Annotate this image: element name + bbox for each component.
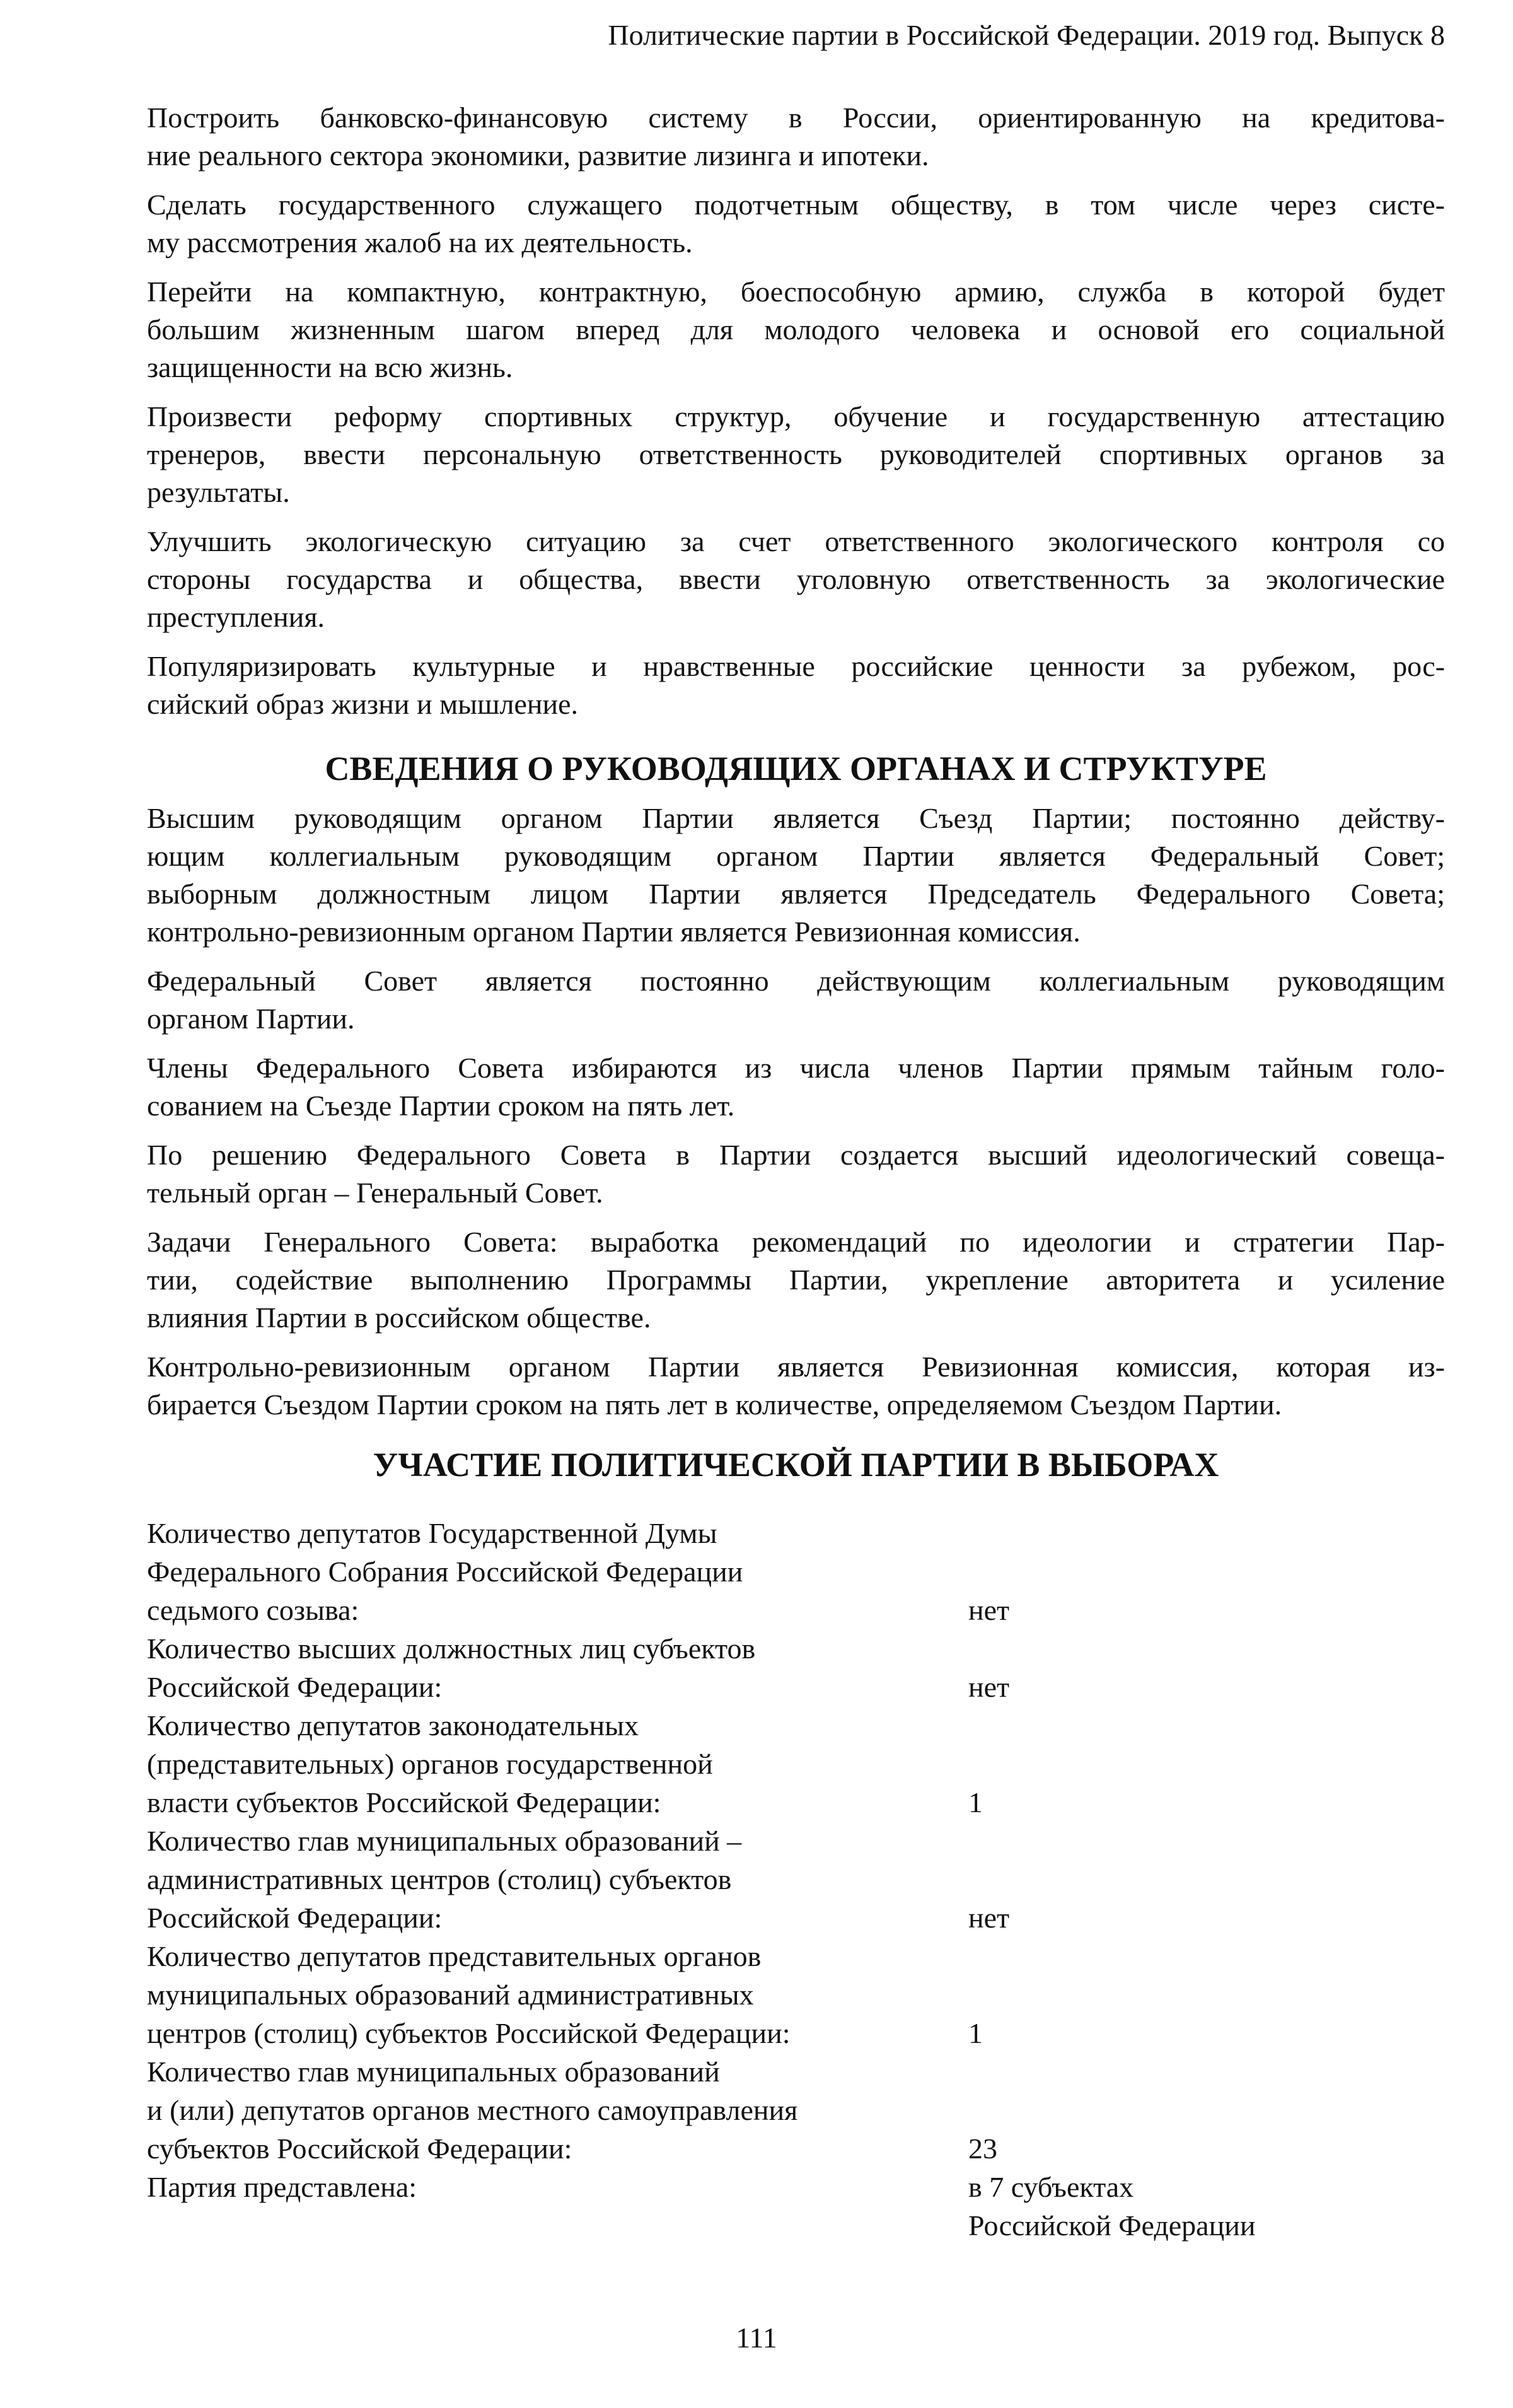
label-line: Партия представлена: <box>147 2171 417 2203</box>
row-value <box>968 1629 1009 1706</box>
running-header: Политические партии в Российской Федерации. 2019 год. Выпуск 8 <box>608 19 1445 51</box>
text-line: Высшим руководящим органом Партии является Съезд Партии; постоянно действу- <box>147 802 1445 834</box>
label-line: Количество депутатов законодательных <box>147 1709 639 1742</box>
paragraph <box>147 800 1445 951</box>
text-line: ющим коллегиальным руководящим органом Партии является Федеральный Совет; <box>147 840 1445 872</box>
value-line: в 7 субъектах <box>968 2171 1134 2203</box>
text-line: Улучшить экологическую ситуацию за счет ответственного экологического контроля со <box>147 525 1445 557</box>
row-value <box>968 1937 983 2052</box>
paragraph <box>147 186 1445 262</box>
label-line: Российской Федерации: <box>147 1671 443 1703</box>
page-content <box>147 99 1445 2245</box>
paragraph <box>147 523 1445 636</box>
section-heading-elections: УЧАСТИЕ ПОЛИТИЧЕСКОЙ ПАРТИИ В ВЫБОРАХ <box>373 1446 1219 1484</box>
paragraph <box>147 398 1445 511</box>
row-value <box>968 2168 1255 2245</box>
table-row <box>147 1514 1445 1629</box>
row-label <box>147 2168 968 2245</box>
text-line: преступления. <box>147 601 325 633</box>
text-line: Произвести реформу спортивных структур, обучение и государственную аттестацию <box>147 400 1445 433</box>
paragraph <box>147 1348 1445 1424</box>
table-row <box>147 2052 1445 2168</box>
label-line: седьмого созыва: <box>147 1594 359 1626</box>
text-line: Популяризировать культурные и нравственные российские ценности за рубежом, рос- <box>147 650 1445 682</box>
row-label <box>147 1937 968 2052</box>
paragraph <box>147 273 1445 387</box>
row-value <box>968 1822 1009 1937</box>
table-row <box>147 1937 1445 2052</box>
text-line: Члены Федерального Совета избираются из числа членов Партии прямым тайным голо- <box>147 1052 1445 1084</box>
value-line: 1 <box>968 1786 983 1818</box>
text-line: бирается Съездом Партии сроком на пять лет в количестве, определяемом Съездом Партии. <box>147 1388 1282 1421</box>
text-line: контрольно-ревизионным органом Партии является Ревизионная комиссия. <box>147 916 1081 948</box>
text-line: тельный орган – Генеральный Совет. <box>147 1177 603 1209</box>
row-value <box>968 1514 1009 1629</box>
text-line: большим жизненным шагом вперед для молодого человека и основой его социальной <box>147 313 1445 346</box>
paragraph <box>147 1223 1445 1337</box>
row-label <box>147 1706 968 1822</box>
section-heading-governing-bodies: СВЕДЕНИЯ О РУКОВОДЯЩИХ ОРГАНАХ И СТРУКТУРЕ <box>325 750 1267 788</box>
text-line: сованием на Съезде Партии сроком на пять лет. <box>147 1090 735 1122</box>
text-line: Построить банковско-финансовую систему в России, ориентированную на кредитова- <box>147 102 1445 134</box>
elections-table <box>147 1514 1445 2245</box>
value-line: 23 <box>968 2132 997 2165</box>
label-line: административных центров (столиц) субъектов <box>147 1863 732 1895</box>
label-line: и (или) депутатов органов местного самоуправления <box>147 2094 798 2126</box>
text-line: му рассмотрения жалоб на их деятельность. <box>147 226 693 259</box>
text-line: сийский образ жизни и мышление. <box>147 688 579 720</box>
value-line: Российской Федерации <box>968 2209 1256 2242</box>
text-line: Контрольно-ревизионным органом Партии является Ревизионная комиссия, которая из- <box>147 1351 1445 1383</box>
text-line: Федеральный Совет является постоянно действующим коллегиальным руководящим <box>147 965 1445 997</box>
text-line: По решению Федерального Совета в Партии создается высший идеологический совеща- <box>147 1139 1445 1171</box>
text-line: влияния Партии в российском обществе. <box>147 1301 651 1334</box>
paragraph <box>147 99 1445 175</box>
label-line: (представительных) органов государственной <box>147 1748 713 1780</box>
paragraph <box>147 1049 1445 1125</box>
label-line: Количество депутатов представительных органов <box>147 1940 762 1972</box>
page-number: 111 <box>736 2322 777 2354</box>
text-line: тренеров, ввести персональную ответственность руководителей спортивных органов за <box>147 438 1445 470</box>
row-label <box>147 1822 968 1937</box>
label-line: Российской Федерации: <box>147 1902 443 1934</box>
text-line: органом Партии. <box>147 1003 355 1035</box>
row-value <box>968 2052 997 2168</box>
program-goals-section <box>147 99 1445 723</box>
value-line: 1 <box>968 2017 983 2049</box>
label-line: Количество высших должностных лиц субъектов <box>147 1632 756 1665</box>
text-line: Сделать государственного служащего подотчетным обществу, в том числе через систе- <box>147 189 1445 221</box>
text-line: ние реального сектора экономики, развитие лизинга и ипотеки. <box>147 139 929 172</box>
row-label <box>147 1629 968 1706</box>
table-row <box>147 1822 1445 1937</box>
row-label <box>147 1514 968 1629</box>
text-line: выборным должностным лицом Партии является Председатель Федерального Совета; <box>147 878 1445 910</box>
text-line: результаты. <box>147 476 290 508</box>
text-line: стороны государства и общества, ввести уголовную ответственность за экологические <box>147 563 1445 595</box>
text-line: Задачи Генерального Совета: выработка рекомендаций по идеологии и стратегии Пар- <box>147 1226 1445 1258</box>
label-line: Федерального Собрания Российской Федерации <box>147 1556 743 1588</box>
label-line: муниципальных образований административных <box>147 1979 754 2011</box>
value-line: нет <box>968 1594 1010 1626</box>
text-line: тии, содействие выполнению Программы Партии, укрепление авторитета и усиление <box>147 1264 1445 1296</box>
row-value <box>968 1706 983 1822</box>
label-line: Количество глав муниципальных образований – <box>147 1825 742 1857</box>
label-line: власти субъектов Российской Федерации: <box>147 1786 661 1818</box>
table-row <box>147 2168 1445 2245</box>
table-row <box>147 1629 1445 1706</box>
value-line: нет <box>968 1671 1010 1703</box>
paragraph <box>147 648 1445 723</box>
label-line: субъектов Российской Федерации: <box>147 2132 572 2165</box>
label-line: центров (столиц) субъектов Российской Федерации: <box>147 2017 791 2049</box>
paragraph <box>147 962 1445 1038</box>
text-line: Перейти на компактную, контрактную, боеспособную армию, служба в которой будет <box>147 276 1445 308</box>
label-line: Количество глав муниципальных образований <box>147 2056 720 2088</box>
value-line: нет <box>968 1902 1010 1934</box>
paragraph <box>147 1136 1445 1212</box>
text-line: защищенности на всю жизнь. <box>147 351 513 383</box>
row-label <box>147 2052 968 2168</box>
table-row <box>147 1706 1445 1822</box>
label-line: Количество депутатов Государственной Думы <box>147 1517 717 1549</box>
governing-bodies-section <box>147 800 1445 1424</box>
